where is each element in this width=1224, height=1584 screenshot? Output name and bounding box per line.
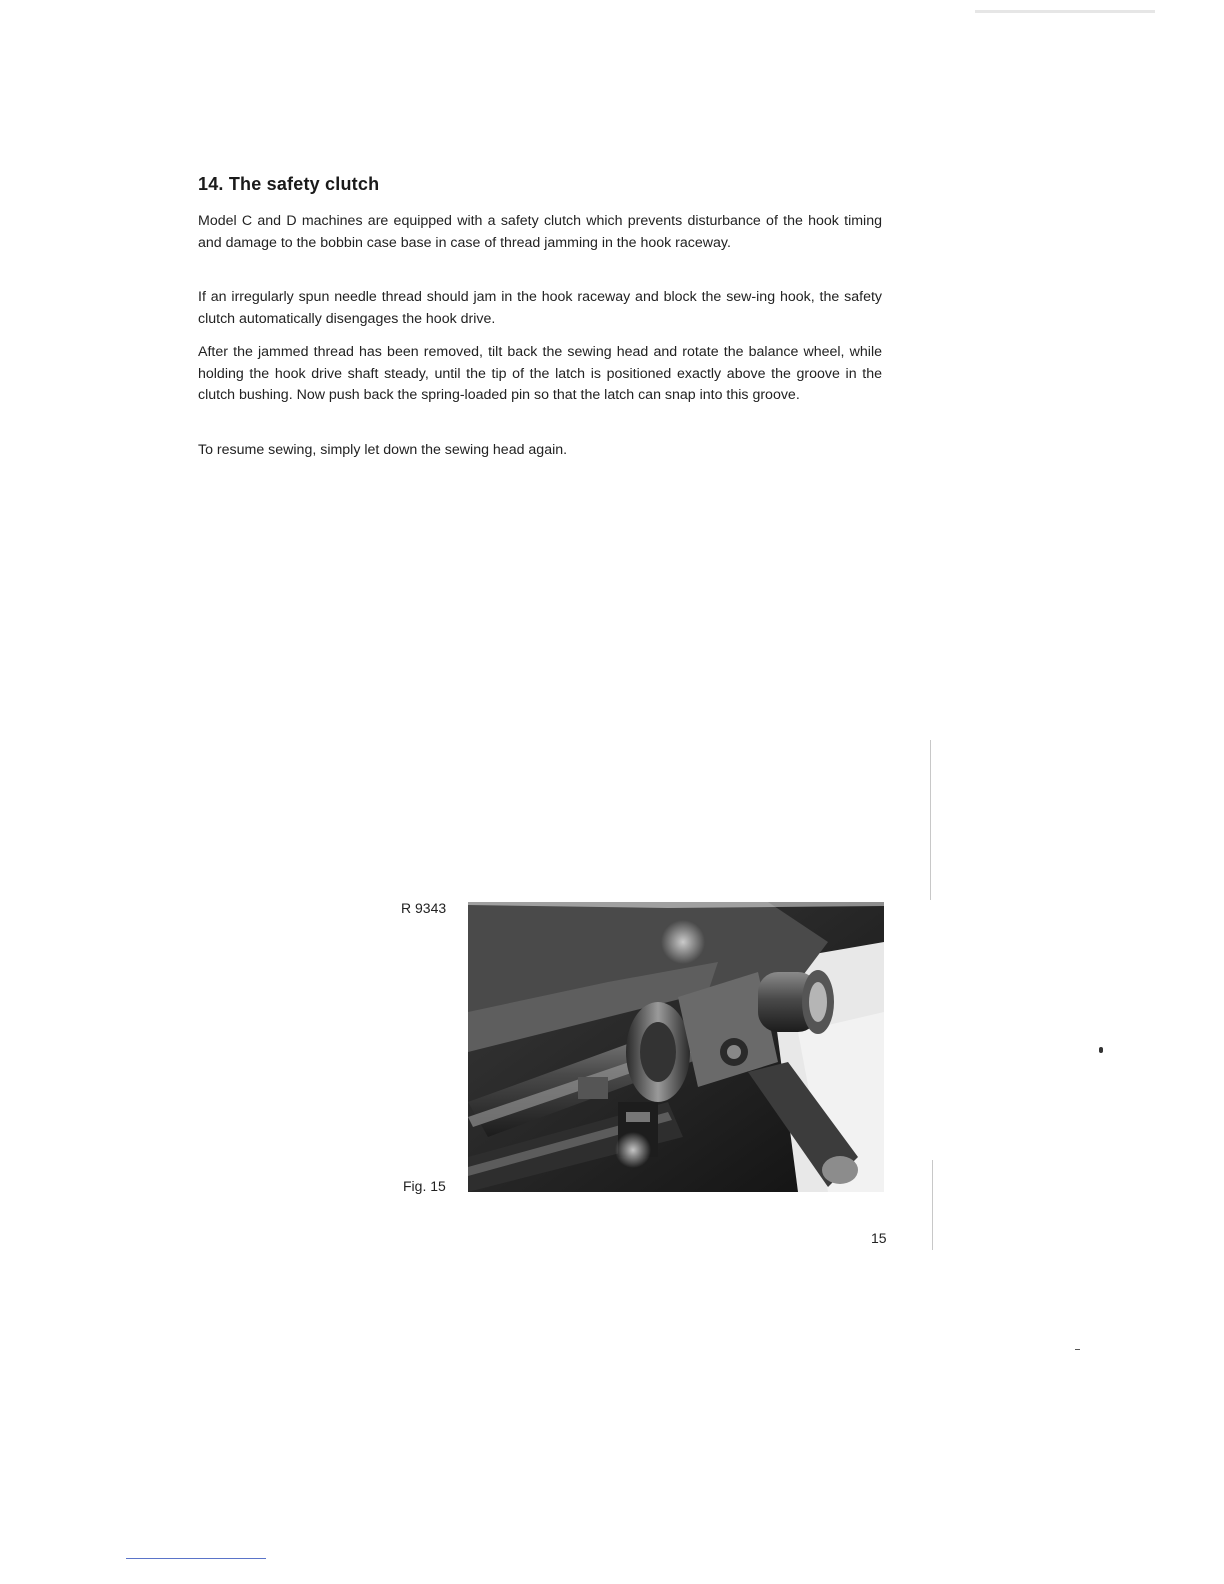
figure-code: R 9343 [401, 900, 447, 916]
scan-artifact [1099, 1047, 1103, 1053]
paragraph-intro: Model C and D machines are equipped with a safety clutch which prevents disturbance of the hook timing and damage to the bobbin case base in case of thread jamming in the hook raceway. [198, 213, 882, 251]
paragraph-jam: If an irregularly spun needle thread should jam in the hook raceway and block the sew-ing hook, the safety clutch automatically disengages the hook drive. [198, 289, 882, 327]
page-number: 15 [871, 1230, 887, 1246]
figure-photo [468, 902, 884, 1192]
section-heading: 14. The safety clutch [198, 174, 380, 194]
paragraph-reset: After the jammed thread has been removed, tilt back the sewing head and rotate the balance wheel, while holding the hook drive shaft steady, until the tip of the latch is positioned exactly above the groove in the clutch bushing. Now push back the spring-loaded pin so that the latch can snap into this groove. [198, 344, 882, 403]
scan-artifact [975, 10, 1155, 13]
scan-artifact [930, 740, 931, 900]
paragraph-resume: To resume sewing, simply let down the sewing head again. [198, 442, 568, 458]
figure-caption: Fig. 15 [403, 1178, 446, 1194]
footer-rule [126, 1558, 266, 1559]
scan-artifact [932, 1160, 933, 1250]
scan-artifact [1075, 1349, 1080, 1350]
